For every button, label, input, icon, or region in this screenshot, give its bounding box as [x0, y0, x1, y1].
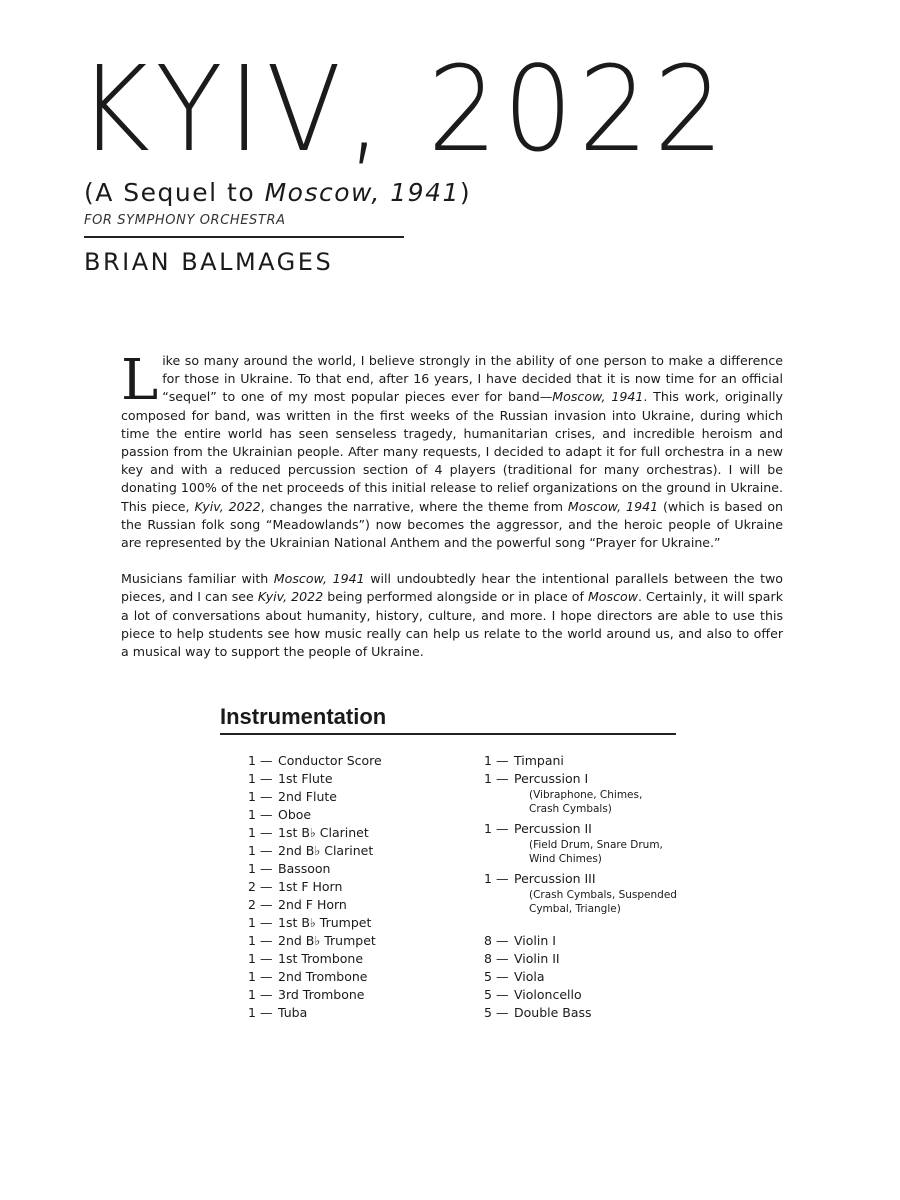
instrument-row [484, 1004, 677, 1022]
instrument-note [484, 888, 677, 916]
instrument-note [484, 788, 677, 816]
dash-separator: — [496, 771, 509, 786]
p1-text-c: , changes the narrative, where the theme from [260, 498, 568, 514]
instrument-quantity: 1 [484, 771, 492, 786]
instrument-quantity: 1 [248, 951, 256, 966]
instrument-name: Viola [514, 969, 545, 984]
instrument-quantity: 1 [248, 843, 256, 858]
dash-separator: — [496, 951, 509, 966]
dash-separator: — [260, 753, 273, 768]
header-divider [84, 236, 404, 238]
instrument-note-line: (Vibraphone, Chimes, [529, 789, 643, 801]
p1-italic-1: Moscow, 1941 [552, 389, 644, 405]
dash-separator: — [496, 987, 509, 1002]
subtitle [84, 178, 471, 207]
instrument-name: 2nd F Horn [278, 897, 347, 912]
dash-separator: — [260, 789, 273, 804]
program-note-paragraph-2 [121, 570, 783, 661]
instrument-name: 2nd Trombone [278, 969, 368, 984]
instrument-note-line: (Field Drum, Snare Drum, [529, 839, 663, 851]
p2-text-a: Musicians familiar with [121, 571, 274, 587]
instrument-name: 1st B♭ Clarinet [278, 825, 369, 840]
dash-separator: — [260, 969, 273, 984]
instrument-row [248, 878, 382, 896]
p1-italic-2: Kyiv, 2022 [194, 498, 261, 514]
instrument-name: Percussion I [514, 771, 589, 786]
instrument-name: Oboe [278, 807, 312, 822]
dash-separator: — [260, 861, 273, 876]
instrument-quantity: 1 [248, 933, 256, 948]
instrument-row [484, 950, 677, 968]
instrument-quantity: 5 [484, 1005, 492, 1020]
subtitle-italic: Moscow, 1941 [264, 178, 460, 207]
section-gap [484, 920, 677, 932]
instrument-row [248, 968, 382, 986]
instrument-quantity: 1 [248, 969, 256, 984]
instrument-name: Violin I [514, 933, 556, 948]
subtitle-prefix: (A Sequel to [84, 178, 265, 207]
instrument-name: 3rd Trombone [278, 987, 365, 1002]
instrument-name: 1st B♭ Trumpet [278, 915, 372, 930]
p1-text-d: (which is based on the Russian folk song “Meadowlands”) now becomes the aggressor, and the heroic people of Ukraine are represented by the Ukrainian National Anthem and the powerful song “Prayer for Ukraine.” [121, 498, 784, 551]
dash-separator: — [260, 987, 273, 1002]
dash-separator: — [260, 771, 273, 786]
instrument-note-line: (Crash Cymbals, Suspended [529, 889, 677, 901]
instrument-name: Conductor Score [278, 753, 382, 768]
instrument-quantity: 1 [248, 861, 256, 876]
instrument-quantity: 1 [248, 1005, 256, 1020]
piece-title: KYIV, 2022 [78, 40, 730, 178]
instrument-note-line: Cymbal, Triangle) [529, 903, 621, 915]
instrument-quantity: 1 [248, 987, 256, 1002]
instrument-quantity: 5 [484, 987, 492, 1002]
instrument-row [484, 752, 677, 770]
instrument-name: Violoncello [514, 987, 582, 1002]
instrument-row [484, 932, 677, 950]
instrument-name: Bassoon [278, 861, 331, 876]
instrument-name: Violin II [514, 951, 560, 966]
instrument-note [484, 838, 677, 866]
instrument-quantity: 1 [484, 871, 492, 886]
instrument-name: Tuba [278, 1005, 308, 1020]
instrument-quantity: 8 [484, 951, 492, 966]
dash-separator: — [260, 879, 273, 894]
dash-separator: — [496, 753, 509, 768]
instrument-row [484, 986, 677, 1004]
instrument-quantity: 1 [248, 825, 256, 840]
p2-text-c: being performed alongside or in place of [323, 589, 588, 605]
instrument-name: Timpani [514, 753, 564, 768]
p2-text-d: . Certainly, it will spark a lot of conversations about humanity, history, culture, and more. I hope directors are able to use this piece to help students see how music really can help us relate to the world around us, and also to offer a musical way to support the people of Ukraine. [121, 589, 783, 660]
p2-italic-1: Moscow, 1941 [273, 571, 365, 587]
instrument-name: Percussion II [514, 821, 592, 836]
instrument-quantity: 5 [484, 969, 492, 984]
instrument-row [248, 932, 382, 950]
instrument-row [248, 914, 382, 932]
instrument-row [248, 770, 382, 788]
p2-italic-2: Kyiv, 2022 [257, 589, 324, 605]
subtitle-suffix: ) [459, 178, 472, 207]
instrument-row [484, 968, 677, 986]
dash-separator: — [260, 807, 273, 822]
dash-separator: — [260, 897, 273, 912]
instrument-name: 2nd B♭ Clarinet [278, 843, 374, 858]
dash-separator: — [260, 825, 273, 840]
instrument-row [248, 788, 382, 806]
dash-separator: — [260, 915, 273, 930]
instrument-row [248, 752, 382, 770]
instrument-quantity: 1 [248, 915, 256, 930]
instrument-name: 1st Flute [278, 771, 333, 786]
instrumentation-right-column [484, 752, 677, 1022]
instrument-note-line: Wind Chimes) [529, 853, 602, 865]
program-notes [121, 348, 784, 661]
instrument-row [248, 806, 382, 824]
composer-name: BRIAN BALMAGES [84, 248, 334, 276]
instrument-row [248, 1004, 382, 1022]
instrument-row [248, 896, 382, 914]
instrument-row [248, 950, 382, 968]
instrument-row [248, 860, 382, 878]
program-note-paragraph-1 [121, 348, 784, 552]
instrument-name: 1st Trombone [278, 951, 364, 966]
instrument-name: 1st F Horn [278, 879, 343, 894]
p1-text-a: ike so many around the world, I believe strongly in the ability of one person to make a difference for those in Ukraine. To that end, after 16 years, I have decided that it is now time for an official “sequel” to one of my most popular pieces ever for band— [162, 353, 783, 405]
instrument-quantity: 1 [248, 807, 256, 822]
instrument-name: Double Bass [514, 1005, 592, 1020]
instrumentation-divider [220, 733, 676, 735]
dash-separator: — [496, 871, 509, 886]
ensemble-line: FOR SYMPHONY ORCHESTRA [84, 213, 286, 228]
dash-separator: — [260, 933, 273, 948]
dash-separator: — [496, 969, 509, 984]
dash-separator: — [260, 951, 273, 966]
dash-separator: — [496, 821, 509, 836]
instrument-quantity: 1 [248, 771, 256, 786]
p2-italic-3: Moscow [587, 589, 638, 605]
dash-separator: — [496, 933, 509, 948]
dash-separator: — [260, 843, 273, 858]
instrumentation-left-column [248, 752, 382, 1022]
drop-cap: L [121, 348, 159, 413]
instrument-row [484, 870, 677, 888]
instrument-row [248, 986, 382, 1004]
p1-text-b: . This work, originally composed for band, was written in the first weeks of the Russian invasion into Ukraine, during which time the entire world has seen senseless tragedy, humanitarian crises, and incredible heroism and passion from the Ukrainian people. After many requests, I decided to adapt it for full orchestra in a new key and with a reduced percussion section of 4 players (traditional for many orchestras). I will be donating 100% of the net proceeds of this initial release to relief organizations on the ground in Ukraine. This piece, [121, 389, 783, 514]
instrument-name: Percussion III [514, 871, 596, 886]
p2-text-b: will undoubtedly hear the intentional parallels between the two pieces, and I can see [121, 571, 784, 605]
instrument-quantity: 1 [484, 821, 492, 836]
instrument-row [248, 824, 382, 842]
instrument-row [484, 820, 677, 838]
instrument-quantity: 8 [484, 933, 492, 948]
p1-italic-3: Moscow, 1941 [567, 498, 659, 514]
instrument-quantity: 1 [248, 753, 256, 768]
dash-separator: — [260, 1005, 273, 1020]
instrument-quantity: 2 [248, 897, 256, 912]
instrumentation-heading: Instrumentation [220, 704, 387, 729]
instrument-row [484, 770, 677, 788]
instrument-name: 2nd Flute [278, 789, 337, 804]
dash-separator: — [496, 1005, 509, 1020]
instrument-row [248, 842, 382, 860]
instrument-note-line: Crash Cymbals) [529, 803, 612, 815]
instrument-name: 2nd B♭ Trumpet [278, 933, 376, 948]
instrument-quantity: 1 [484, 753, 492, 768]
instrument-quantity: 1 [248, 789, 256, 804]
instrument-quantity: 2 [248, 879, 256, 894]
